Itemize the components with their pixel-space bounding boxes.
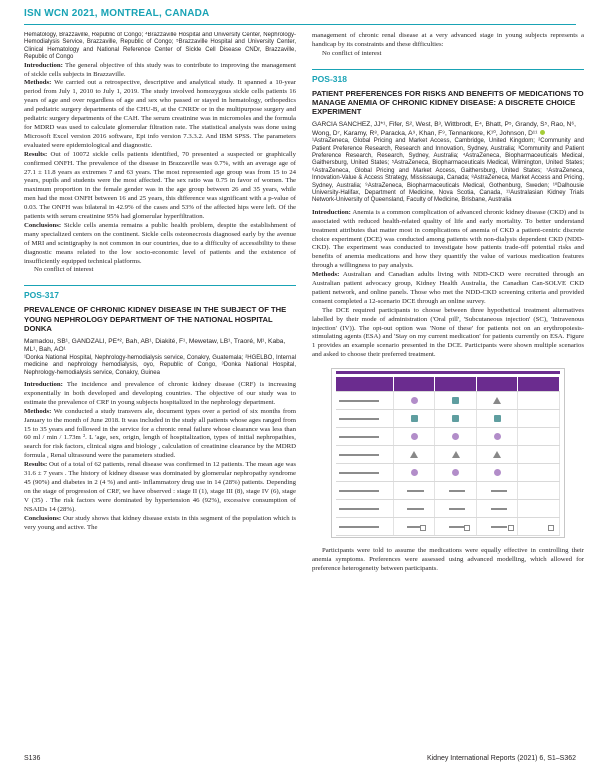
person-icon bbox=[452, 433, 459, 440]
figure-row bbox=[336, 464, 560, 482]
pos317-introduction: Introduction: The incidence and prevalence of chronic kidney disease (CRF) is increasing exponentially in both developed and developing countries. The objective of our study was to estimate the prevalence of CRF in young subjects hospitalized in the nephrology department. bbox=[24, 381, 296, 406]
conflict-statement: No conflict of interest bbox=[34, 266, 94, 274]
choice-checkbox bbox=[464, 525, 470, 531]
calendar-icon bbox=[411, 415, 418, 422]
continued-text: management of chronic renal disease at a very advanced stage in young subjects represents a handicap by its constraints and these difficulties: bbox=[312, 32, 584, 48]
figure-row bbox=[336, 482, 560, 500]
affiliations-pos318: ¹AstraZeneca, Global Pricing and Market Access, Cambridge, United Kingdom; ²Community and Patient Preference Research, Research and Innovation, Sydney, Australia; ³Community and Patient Preference Research, Research, Sydney, Australia; ⁴AstraZeneca, Biopharmaceuticals Medical, Gaithersburg, United States; ⁵AstraZeneca, Biopharmaceuticals Medical, Wilmington, United States; ⁶AstraZeneca, Global Pricing and Market Access, Gaithersburg, United States; ⁷AstraZeneca, Innovation-Value & Access Strategy, Mississauga, Canada; ⁸AstraZeneca, Market Access and Pricing, Sydney, Australia; ⁹AstraZeneca, Biopharmaceuticals Medical, Gothenburg, Sweden; ¹⁰Dalhousie University-Halifax, Department of Medicine, Nova Scotia, Canada, ¹¹Australasian Kidney Trials Network-University of Queensland, Faculty of Medicine, Brisbane, Australia bbox=[312, 138, 584, 204]
heart-icon bbox=[494, 469, 501, 476]
paragraph-introduction: Introduction: The general objective of this study was to contribute to improving the management of sickle cells subjects in Brazzaville. bbox=[24, 61, 296, 78]
warning-icon bbox=[452, 451, 460, 458]
orcid-icon[interactable] bbox=[540, 130, 545, 135]
authors-pos317: Mamadou, SB¹, GANDZALI, PE*², Bah, AB¹, Diakité, F¹, Mewetaw, LB¹, Traoré, M¹, Kaba, ML¹, Bah, AO¹ bbox=[24, 337, 286, 354]
person-icon bbox=[494, 433, 501, 440]
figure-grid bbox=[336, 377, 560, 536]
left-column bbox=[24, 32, 296, 748]
choice-checkbox bbox=[548, 525, 554, 531]
paragraph-methods: Methods: We carried out a retrospective, descriptive and analytical study. It spanned a 10-year period from July 1, 2010 to July 1, 2019. The study involved homozygous sickle cells patients 16 years of age and over regardless of age and sex who passed or stayed in hematology, orthopedics and pediatric surgery departments of the CHU-B, at the CNRDr or in the multipurpose surgery and pediatric surgery departments of the CAH. The serum creatinine was in micromoles and the formula for MDRD was used to calculate glomerular filtration rate. The statistical analysis was done using Microsoft Excel version 2016 software, Epi info version 7.3.3.2. And IBM SPSS. The parameters evaluated were epidemiological and diagnostic. bbox=[24, 79, 296, 149]
figure-dce-scenario bbox=[331, 368, 565, 538]
pos318-modelling: Participants were told to assume the medications were equally effective in controlling their anemia symptoms. Preferences were assessed using advanced modelling, which allowed for preference heterogeneity between participants. bbox=[312, 547, 584, 573]
person-icon bbox=[411, 433, 418, 440]
pos317-conclusions: Conclusions: Our study shows that kidney disease exists in this segment of the population which is very young and active. The bbox=[24, 514, 296, 531]
continued-affiliations: Hematology, Brazzaville, Republic of Congo; ⁴Brazzaville Hospital and University Center, Nephrology-Hemodialysis Service, Brazzaville, Republic of Congo; ⁵Brazzaville Hospital and University Center, Clinical Hematology and National Reference Center of Sickle Cell Disease CNDr, Brazzaville, Republic of Congo bbox=[24, 32, 296, 61]
abstract-title-pos318: PATIENT PREFERENCES FOR RISKS AND BENEFITS OF MEDICATIONS TO MANAGE ANEMIA OF CHRONIC KIDNEY DISEASE: A DISCRETE CHOICE EXPERIMENT bbox=[312, 88, 584, 117]
running-header: ISN WCN 2021, MONTREAL, CANADA bbox=[24, 8, 210, 19]
figure-row bbox=[336, 446, 560, 464]
figure-header-strip bbox=[336, 371, 560, 374]
pos318-dce-description: The DCE required participants to choose between three hypothetical treatment alternatives labelled by their mode of administration ('Oral pill', 'Subcutaneous injection' (SC), 'Intravenous injection' (IV)). The opt-out option was 'None of these' for patients not on an erythropoiesis-stimulating agents (ESA) and 'Stay on my current medication' for patients currently on ESA. Figure 1 provides an example scenario presented in the DCE. Participants were shown multiple scenarios and asked to choose their preferred treatment. bbox=[312, 306, 584, 359]
figure-header-row bbox=[336, 377, 560, 392]
syringe-icon bbox=[452, 397, 459, 404]
heart-icon bbox=[452, 469, 459, 476]
calendar-icon bbox=[494, 415, 501, 422]
pos318-introduction: Introduction: Anemia is a common complication of advanced chronic kidney disease (CKD) and is associated with reduced health-related quality of life and early mortality. To better understand treatment attributes that matter most in complications of anemia of CKD a patient-centric discrete choice experiment (DCE) was conducted among patients with non-dialysis dependent CKD (NDD-CKD). The experiment was conducted to investigate how patients trade-off potential risks and benefits of anemia medications and how they quantify the value of various medication features through a willingness to pay analysis. bbox=[312, 208, 584, 270]
abstract-title-pos317: PREVALENCE OF CHRONIC KIDNEY DISEASE IN THE SUBJECT OF THE YOUNG NEPHROLOGY DEPARTMENT OF THE NATIONAL HOSPITAL DONKA bbox=[24, 305, 287, 333]
pos317-methods: Methods: We conducted a study transvers ale, document types over a period of six months from January to the month of June 2018. It was included in the study all patients whose ages ranged from 15 to 35 years and followed in the service for a chronic renal failure whose clearance was less than 60 ml / min / 1.73m ². L 'age, sex, origin, length of hospitalization, types of initial nephropathies, search for risk factors, clinical signs and biology , calculation of creatinine clearance by the MDRD formula , Renal ultrasound were the parameters studied. bbox=[24, 407, 296, 460]
pos317-results: Results: Out of a total of 62 patients, renal disease was confirmed in 12 patients. The mean age was 31.6 ± 7 years . The history of kidney disease was dominated by glomerular nephropathy syndrome 45 (90%) and diabetes in 2 (4 %) and anti- inflammatory drug use in 14 (28%) patients. Depending on the stage of progression of CRF, we have observed : stage II (1), stage III (8), stage IV (6), stage V (35) . The risk factors were dominated by hypertension 46 (92%), excessive consumption of NSAIDs 14 (28%). bbox=[24, 461, 296, 513]
calendar-icon bbox=[452, 415, 459, 422]
warning-icon bbox=[493, 451, 501, 458]
affiliations-pos317: ¹Donka National Hospital, Nephrology-hemodialysis service, Conakry, Guatemala; ²HGELBO, Internal medicine and nephrology hemodialysis, oyo, Republic of Congo, ³Donka National Hospital, Nephrology-hemodialysis service, Conakry, Guinea bbox=[24, 354, 296, 376]
page-number: S136 bbox=[24, 755, 41, 762]
pill-icon bbox=[411, 397, 418, 404]
page-footer bbox=[24, 755, 576, 767]
conflict-statement-right: No conflict of interest bbox=[322, 49, 382, 57]
right-column bbox=[312, 32, 584, 748]
warning-icon bbox=[410, 451, 418, 458]
paragraph-conclusions: Conclusions: Sickle cells anemia remains a public health problem, despite the establishment of many specialized centers on the continent. Sickle cells osteonecrosis diagnosed early by the avenue of MRI and scintigraphy is not common in our countries, due to a difficulty of accessibility to these diagnostic means related to the low socio-economic level of patients and the existence of insufficiently equipped technical platforms. bbox=[24, 221, 296, 265]
choice-checkbox bbox=[420, 525, 426, 531]
figure-row bbox=[336, 410, 560, 428]
paragraph-results: Results: Out of 10072 sickle cells patients identified, 70 presented a suspected or graphically confirmed ONFH. The prevalence of the disease in Brazzaville was 0.7%, with an average age of 27.1 ± 11.8 years as extremes 7 and 63 years. The most represented age group was from 15 to 24 years, pupils and students were the most affected. The sex ratio was 0.75 in favor of women. The maximum proportion in the female gender was in the age group between 26 and 35 years, while men had the most ONFH between 16 and 25 years, this difference was significant with a p-value of 0.03. The ONFH was bilateral in 42.9% of the cases and 53% of the affected hips were left. Of the patients with serum creatinine 95% had glomerular hyperfiltration. bbox=[24, 150, 296, 221]
authors-pos318: GARCIA SANCHEZ, JJ*¹, Fifer, S², West, B³, Wittbrodt, E⁴, Bhatt, P⁵, Grandy, S⁵, Rao, N⁶, Wong, D⁷, Karamy, R⁸, Paracka, A⁹, Khan, F⁹, Tennankore, K¹⁰, Johnson, D¹¹ bbox=[312, 121, 576, 137]
choice-checkbox bbox=[508, 525, 514, 531]
figure-row bbox=[336, 428, 560, 446]
abstract-id-pos317: POS-317 bbox=[24, 285, 296, 300]
iv-drip-icon bbox=[493, 397, 501, 404]
journal-citation: Kidney International Reports (2021) 6, S1–S362 bbox=[426, 755, 576, 762]
abstract-id-pos318: POS-318 bbox=[312, 69, 584, 84]
figure-row bbox=[336, 500, 560, 518]
figure-row bbox=[336, 518, 560, 536]
heart-icon bbox=[411, 469, 418, 476]
header-rule bbox=[24, 24, 576, 25]
figure-row bbox=[336, 392, 560, 410]
pos318-methods: Methods: Australian and Canadian adults living with NDD-CKD were recruited through an Australian patient advocacy group, Kidney Health Australia, the Canadian Can-SOLVE CKD patient network, and online panels. Those who met the NDD-CKD screening criteria and provided consent completed a 12-scenario DCE through an online survey. bbox=[312, 271, 584, 305]
